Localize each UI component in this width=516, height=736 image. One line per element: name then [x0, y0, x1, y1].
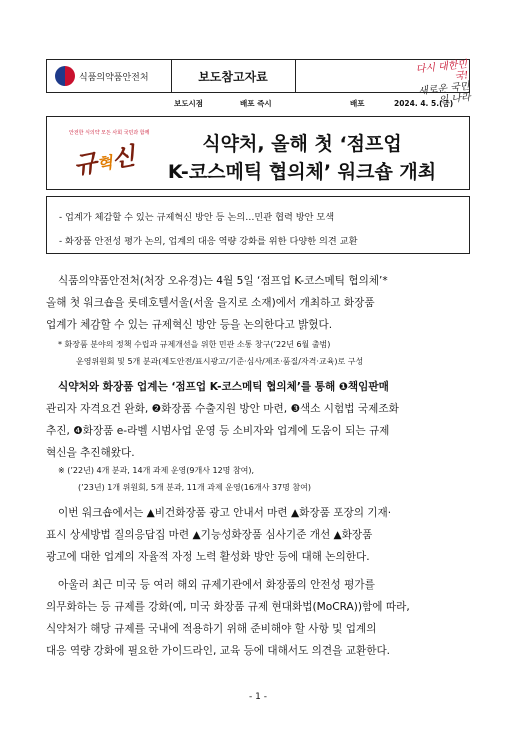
- subtitle-2: - 화장품 안전성 평가 논의, 업계의 대응 역량 강화를 위한 다양한 의견 교환: [59, 236, 358, 247]
- paragraph-1: 식품의약품안전처(처장 오유경)는 4월 5일 ‘점프업 K-코스메틱 협의체’* 올해 첫 워크숍을 롯데호텔서울(서울 을지로 소재)에서 개최하고 화장품 업계가 체감할 수 있는 규제혁신 방안 등을 논의한다고 밝혔다.: [46, 275, 388, 331]
- release-info: [174, 96, 470, 112]
- taegeuk-emblem-icon: [55, 66, 75, 86]
- subtitle-1: - 업계가 체감할 수 있는 규제혁신 방안 등 논의…민관 협력 방안 모색: [59, 212, 335, 223]
- page-number: - 1 -: [249, 692, 267, 702]
- paragraph-2: 식약처와 화장품 업계는 ‘점프업 K-코스메틱 협의체’를 통해 ❶책임판매 관리자 자격요건 완화, ❷화장품 수출지원 방안 마련, ❸색소 시험법 국제조화 추진, ❹화장품 e-라벨 시범사업 운영 등 소비자와 업계에 도움이 되는 규제 혁신을 추진해왔다.: [46, 381, 399, 459]
- regulatory-innovation-logo: 안전한 식의약 모든 사회 국민과 함께 규혁신: [69, 130, 150, 181]
- release-label: 보도시점: [174, 99, 203, 108]
- release-value: 배포 즉시: [240, 99, 272, 108]
- doc-type: 보도참고자료: [171, 60, 296, 92]
- paragraph-4: 아울러 최근 미국 등 여러 해외 규제기관에서 화장품의 안전성 평가를 의무화하는 등 규제를 강화(예, 미국 화장품 규제 현대화법(MoCRA))함에 따라, 식약처가 해당 규제를 국내에 적용하기 위해 준비해야 할 사항 및 업계의 대응 역량 강화에 필요한 가이드라인, 교육 등에 대해서도 의견을 교환한다.: [46, 579, 410, 657]
- footnote-2: ※ (’22년) 4개 분과, 14개 과제 운영(9개사 12명 참여), (’23년) 1개 위원회, 5개 분과, 11개 과제 운영(16개사 37명 참여): [58, 466, 312, 492]
- org-name: 식품의약품안전처: [79, 73, 149, 83]
- paragraph-3: 이번 워크숍에서는 ▲비건화장품 광고 안내서 마련 ▲화장품 포장의 기재· 표시 상세방법 질의응답집 마련 ▲기능성화장품 심사기준 개선 ▲화장품 광고에 대한 업계의 자율적 자정 노력 활성화 방안 등에 대해 논의한다.: [46, 507, 392, 563]
- title-box: [46, 116, 470, 190]
- page-title-line1: 식약처, 올해 첫 ‘점프업: [202, 133, 402, 155]
- ministry-logo: [47, 60, 172, 92]
- subtitle-box: [46, 196, 470, 254]
- slogan: 다시 대한민국! 새로운 국민의 나라: [415, 59, 472, 107]
- release-date-label: 배포: [350, 99, 365, 108]
- footnote-1: * 화장품 분야의 정책 수립과 규제개선을 위한 민관 소통 창구(’22년 6월 출범) 운영위원회 및 5개 분과(제도안전/표시광고/기준·심사/제조·품질/자격·교육)로 구성: [58, 340, 364, 366]
- page-title-line2: K-코스메틱 협의체’ 워크숍 개최: [167, 161, 437, 183]
- release-date: 2024. 4. 5.(금): [394, 99, 454, 108]
